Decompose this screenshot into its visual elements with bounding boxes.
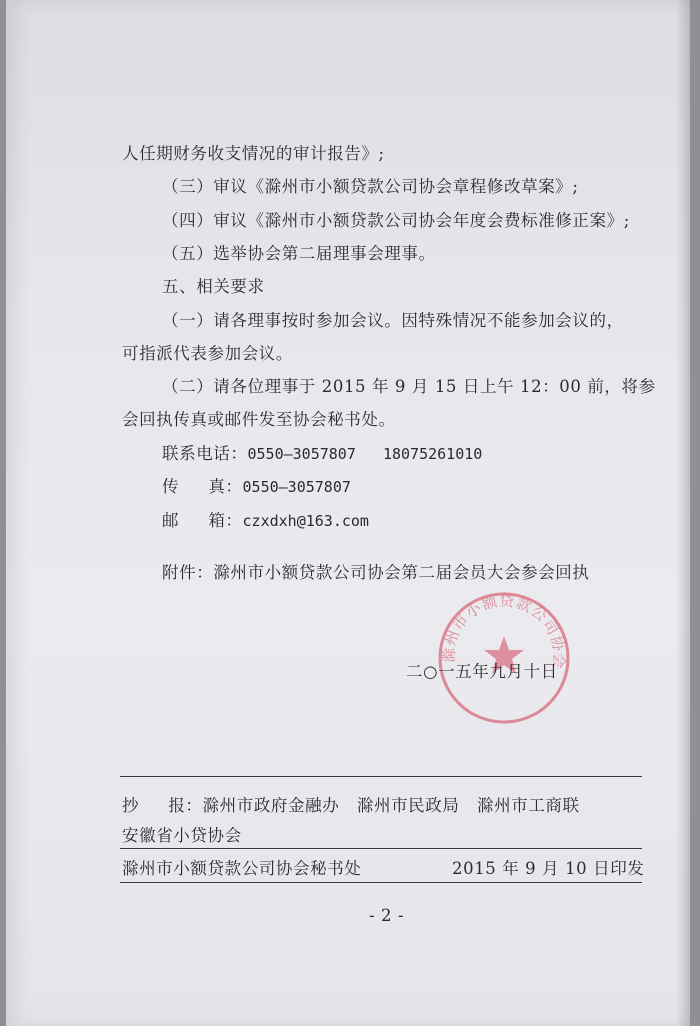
contact-email bbox=[162, 507, 369, 531]
body-line-4: （五）选举协会第二届理事会理事。 bbox=[162, 244, 436, 263]
body-line-6: （一）请各理事按时参加会议。因特殊情况不能参加会议的， bbox=[162, 311, 624, 330]
attachment-line bbox=[162, 559, 590, 583]
contact-email-value: czxdxh@163.com bbox=[242, 512, 369, 530]
footer-rule-bottom bbox=[120, 882, 642, 883]
body-line-1: 人任期财务收支情况的审计报告》; bbox=[122, 144, 385, 163]
cc-line bbox=[122, 792, 580, 816]
body-line-9: 会回执传真或邮件发至协会秘书处。 bbox=[122, 410, 396, 429]
attachment-label: 附件： bbox=[162, 563, 214, 582]
footer-rule-middle bbox=[120, 848, 642, 849]
contact-phone-label: 联系电话： bbox=[162, 444, 248, 463]
attachment-text: 滁州市小额贷款公司协会第二届会员大会参会回执 bbox=[213, 563, 590, 582]
cc-label: 抄 报： bbox=[122, 796, 203, 815]
contact-phone bbox=[162, 440, 482, 464]
contact-phone-value: 0550—3057807 18075261010 bbox=[247, 445, 483, 463]
section-heading: 五、相关要求 bbox=[162, 277, 265, 296]
body-line-2: （三）审议《滁州市小额贷款公司协会章程修改草案》; bbox=[162, 177, 579, 196]
issue-date-signature: 二○一五年九月十日 bbox=[406, 662, 558, 681]
cc-line-2: 安徽省小贷协会 bbox=[122, 826, 242, 845]
contact-fax-value: 0550—3057807 bbox=[242, 478, 351, 496]
page-number: - 2 - bbox=[369, 906, 405, 925]
body-line-8: （二）请各位理事于 2015 年 9 月 15 日上午 12：00 前，将参 bbox=[162, 377, 656, 396]
contact-fax-label: 传 真： bbox=[162, 477, 243, 496]
document-body bbox=[6, 0, 690, 1026]
contact-email-label: 邮 箱： bbox=[162, 511, 243, 530]
body-line-3: （四）审议《滁州市小额贷款公司协会年度会费标准修正案》; bbox=[162, 211, 630, 230]
seal-text: 滁州市小额贷款公司协会 bbox=[439, 591, 569, 671]
footer-rule-top bbox=[120, 776, 642, 777]
body-line-7: 可指派代表参加会议。 bbox=[122, 344, 293, 363]
issuer-name: 滁州市小额贷款公司协会秘书处 bbox=[122, 859, 362, 878]
issuer-date: 2015 年 9 月 10 日印发 bbox=[452, 859, 645, 878]
document-page bbox=[6, 0, 690, 1026]
cc-recipients: 滁州市政府金融办 滁州市民政局 滁州市工商联 bbox=[202, 796, 580, 815]
contact-fax bbox=[162, 473, 351, 497]
